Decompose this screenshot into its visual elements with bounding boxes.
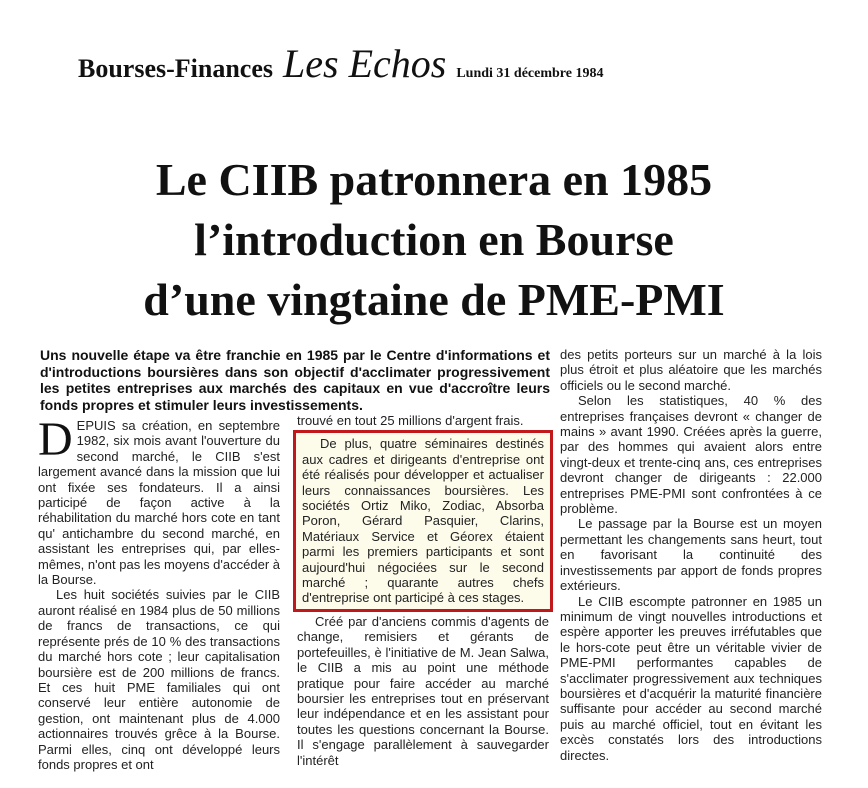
headline-line-3: d’une vingtaine de PME-PMI <box>143 274 725 325</box>
masthead-section: Bourses-Finances <box>78 54 273 83</box>
article-column-1 <box>38 413 280 772</box>
article-column-2 <box>297 413 549 768</box>
article-column-3 <box>560 347 822 763</box>
col3-paragraph-1: des petits porteurs sur un marché à la lois plus étroit et plus aléatoire que les marchés officiels ou le second marché. <box>560 347 822 393</box>
col1-paragraph-1 <box>38 413 280 588</box>
masthead <box>78 40 603 87</box>
highlighted-box-text: De plus, quatre séminaires destinés aux cadres et dirigeants d'entreprise ont été réalisés pour développer et actualiser leurs connaissances boursières. Les sociétés Ortiz Miko, Zodiac, Absorba Poron, Gérard Pasquier, Clarins, Matériaux Service et Géorex étaient parmi les premiers participants et sont aujourd'hui négociées sur le second marché ; quarante autres chefs d'entreprise ont participé à ces stages. <box>302 436 544 606</box>
col3-paragraph-2: Selon les statistiques, 40 % des entreprises françaises devront « changer de mains » avant 1990. Créées après la guerre, par des hommes qui avaient alors entre vingt-deux et trente-cinq ans, ces entreprises devront changer de dirigeants : 22.000 entreprises PME-PMI sont confrontées à ce problème. <box>560 393 822 517</box>
headline-line-2: l’introduction en Bourse <box>194 214 674 265</box>
drop-cap: D <box>38 413 73 466</box>
col3-paragraph-3: Le passage par la Bourse est un moyen permettant les changements sans heurt, tout en favorisant la continuité des investissements par apport de fonds propres extérieurs. <box>560 516 822 594</box>
headline <box>30 150 838 330</box>
col1-paragraph-1-text: EPUIS sa création, en septembre 1982, six mois avant l'ouverture du second marché, le CIIB s'est largement avancé dans la mission que lui ont fixée ses fondateurs. Il a ainsi participé de façon active à la réhabilitation du marché hors cote en tant qu' antichambre du second marché, en assistant les entreprises qui, par elles-mêmes, n'ont pas les moyens d'accéder à la Bourse. <box>38 418 280 588</box>
col2-paragraph-2: Créé par d'anciens commis d'agents de change, remisiers et gérants de portefeuilles, è l'initiative de M. Jean Salwa, le CIIB a mis au point une méthode pratique pour faire accéder au marché boursier les entreprises tout en préservant leur indépendance et en les assistant pour toutes les questions concernant la Bourse. Il s'engage parallèlement à sauvegarder l'intérêt <box>297 613 549 768</box>
col2-paragraph-1: trouvé en tout 25 millions d'argent frais. <box>297 413 524 428</box>
headline-line-1: Le CIIB patronnera en 1985 <box>155 154 713 205</box>
masthead-paper-name: Les Echos <box>283 41 447 86</box>
col3-paragraph-4: Le CIIB escompte patronner en 1985 un minimum de vingt nouvelles introductions et espère apporter les preuves irréfutables que le hors-cote peut être un véritable vivier de PME-PMI performantes capables de s'acclimater progressivement aux techniques boursières et d'acquérir la maturité financière suffisante pour accéder au second marché puis au marché officiel, tout en évitant les excès constatés lors des introductions directes. <box>560 593 822 763</box>
lead-paragraph: Uns nouvelle étape va être franchie en 1985 par le Centre d'informations et d'introductions boursières dans son objectif d'acclimater progressivement les petites entreprises aux marchés des capitaux en vue d'accroître leurs fonds propres et stimuler leurs investissements. <box>40 347 550 413</box>
masthead-date: Lundi 31 décembre 1984 <box>456 66 604 81</box>
col1-paragraph-2: Les huit sociétés suivies par le CIIB auront réalisé en 1984 plus de 50 millions de francs de transactions, ce qui représente prés de 10 % des transactions du marché hors cote ; leur capitalisation boursière est de 200 millions de francs. Et ces huit PME familiales qui ont conservé leur entière autonomie de gestion, ont maintenant plus de 4.000 actionnaires trouvés grêce à la Bourse. Parmi elles, cinq ont développé leurs fonds propres et ont <box>38 587 280 772</box>
highlighted-box <box>293 430 553 611</box>
